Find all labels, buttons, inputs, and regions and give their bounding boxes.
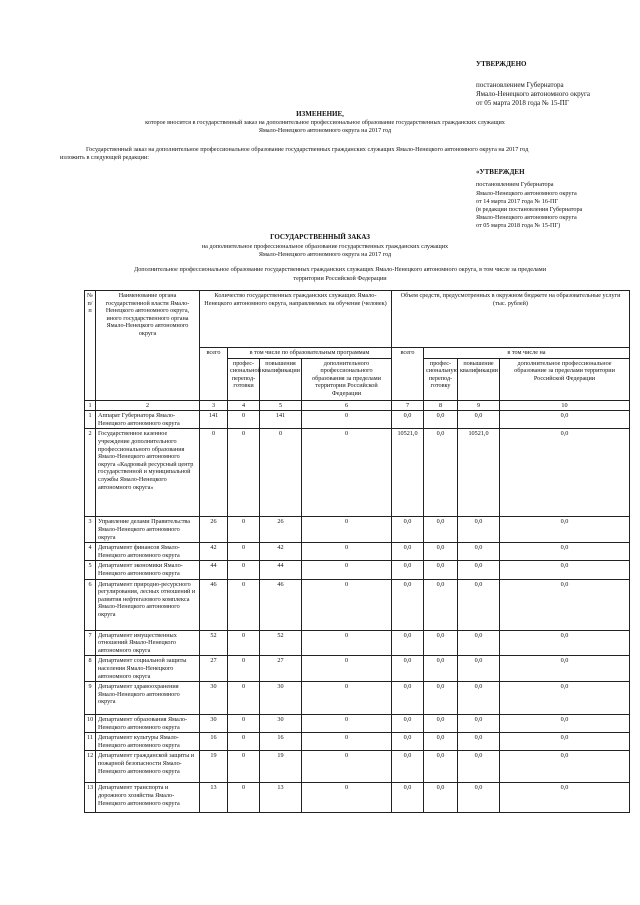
table-row — [85, 579, 630, 630]
table-cell: 0,0 — [500, 715, 630, 733]
table-cell: 0 — [260, 429, 302, 517]
intro-text: Государственный заказ на дополнительное профессиональное образование государственных гражданских служащих Ямало-Ненецкого автономного округа на 2017 год — [86, 146, 529, 153]
table-cell: 0 — [228, 517, 260, 543]
table-cell: 0,0 — [500, 429, 630, 517]
header-add: дополнительное профессиональное образование за пределами территории Российской Федерации — [500, 358, 630, 400]
order-subtitle: на дополнительное профессиональное образование государственных гражданских служащих — [201, 243, 449, 250]
header-count: Количество государственных гражданских служащих Ямало-Ненецкого автономного округа, направляемых на обучение (человек) — [200, 291, 392, 348]
row-number: 5 — [85, 561, 96, 579]
table-cell: 0 — [228, 656, 260, 682]
approval-line: постановлением Губернатора — [476, 81, 564, 89]
column-number: 1 — [85, 400, 96, 411]
table-cell: 0,0 — [424, 715, 458, 733]
column-number: 6 — [302, 400, 392, 411]
table-cell: 0 — [228, 751, 260, 783]
table-cell: 0,0 — [500, 630, 630, 656]
approval2-line: от 05 марта 2018 года № 15-ПГ) — [476, 222, 561, 229]
table-cell: 16 — [200, 733, 228, 751]
table-cell: 0,0 — [500, 543, 630, 561]
table-row — [85, 715, 630, 733]
table-cell: 0 — [302, 751, 392, 783]
header-name: Наименование органа государственной власти Ямало-Ненецкого автономного округа, иного государственного органа Ямало-Ненецкого автономного округа — [96, 291, 200, 401]
approval2-heading: «УТВЕРЖДЕН — [476, 168, 525, 176]
row-number: 9 — [85, 682, 96, 715]
table-cell: 0 — [302, 733, 392, 751]
table-cell: 0,0 — [500, 561, 630, 579]
change-subtitle: Ямало-Ненецкого автономного округа на 2017 год — [258, 127, 392, 134]
table-cell: 0,0 — [424, 517, 458, 543]
intro-text: изложить в следующей редакции: — [60, 154, 149, 161]
table-cell: 0 — [228, 715, 260, 733]
table-cell: 0 — [228, 579, 260, 630]
table-cell: 0 — [302, 543, 392, 561]
column-number: 4 — [228, 400, 260, 411]
table-cell: 0,0 — [500, 783, 630, 813]
table-cell: 0,0 — [458, 783, 500, 813]
organ-name: Государственное казенное учреждение дополнительного профессионального образования Ямало-Ненецкого автономного округа «Кадровый ресурсный центр государственной и муниципальной службы Ямало-Ненецкого автономного округа» — [96, 429, 200, 517]
table-cell: 0,0 — [392, 543, 424, 561]
table-cell: 0,0 — [424, 630, 458, 656]
column-number: 8 — [424, 400, 458, 411]
table-cell: 0 — [302, 715, 392, 733]
table-cell: 26 — [260, 517, 302, 543]
row-number: 13 — [85, 783, 96, 813]
table-cell: 0,0 — [458, 561, 500, 579]
row-number: 6 — [85, 579, 96, 630]
header-incl: в том числе на — [424, 348, 630, 359]
organ-name: Аппарат Губернатора Ямало-Ненецкого автономного округа — [96, 411, 200, 429]
header-prof: профес-сиональной перепод-готовки — [228, 358, 260, 400]
table-cell: 0 — [200, 429, 228, 517]
table-cell: 0,0 — [458, 411, 500, 429]
table-cell: 0,0 — [500, 733, 630, 751]
table-cell: 0,0 — [458, 579, 500, 630]
table-cell: 42 — [200, 543, 228, 561]
column-number: 9 — [458, 400, 500, 411]
header-prof: профес-сиональную перепод-готовку — [424, 358, 458, 400]
table-cell: 0,0 — [392, 561, 424, 579]
table-cell: 0,0 — [500, 579, 630, 630]
column-number: 10 — [500, 400, 630, 411]
table-cell: 0 — [302, 411, 392, 429]
header-funds: Объем средств, предусмотренных в окружном бюджете на образовательные услуги (тыс. рублей) — [392, 291, 630, 348]
row-number: 4 — [85, 543, 96, 561]
row-number: 12 — [85, 751, 96, 783]
table-cell: 16 — [260, 733, 302, 751]
table-cell: 19 — [260, 751, 302, 783]
table-cell: 0,0 — [424, 751, 458, 783]
table-cell: 0 — [228, 630, 260, 656]
table-cell: 30 — [260, 682, 302, 715]
organ-name: Департамент здравоохранения Ямало-Ненецкого автономного округа — [96, 682, 200, 715]
table-cell: 13 — [260, 783, 302, 813]
organ-name: Департамент образования Ямало-Ненецкого автономного округа — [96, 715, 200, 733]
row-number: 1 — [85, 411, 96, 429]
organ-name: Департамент имущественных отношений Ямало-Ненецкого автономного округа — [96, 630, 200, 656]
table-cell: 0,0 — [500, 682, 630, 715]
approval2-line: Ямало-Ненецкого автономного округа — [476, 190, 577, 197]
table-cell: 0,0 — [458, 517, 500, 543]
table-cell: 44 — [260, 561, 302, 579]
table-cell: 0,0 — [500, 517, 630, 543]
table-cell: 0 — [302, 579, 392, 630]
table-row — [85, 561, 630, 579]
table-cell: 0,0 — [424, 783, 458, 813]
table-cell: 0,0 — [424, 733, 458, 751]
table-row — [85, 783, 630, 813]
header-qual: повышения квалификации — [260, 358, 302, 400]
table-cell: 0,0 — [458, 715, 500, 733]
table-cell: 0 — [302, 517, 392, 543]
header-total: всего — [392, 348, 424, 401]
table-cell: 0,0 — [424, 543, 458, 561]
table-cell: 0,0 — [458, 751, 500, 783]
table-cell: 0 — [302, 429, 392, 517]
organ-name: Департамент финансов Ямало-Ненецкого автономного округа — [96, 543, 200, 561]
column-number: 2 — [96, 400, 200, 411]
table-cell: 0,0 — [424, 411, 458, 429]
table-cell: 0,0 — [424, 682, 458, 715]
table-cell: 0,0 — [458, 630, 500, 656]
table-cell: 10521,0 — [392, 429, 424, 517]
order-subtitle: Ямало-Ненецкого автономного округа на 2017 год — [258, 251, 392, 258]
table-cell: 0 — [228, 682, 260, 715]
table-cell: 0,0 — [458, 543, 500, 561]
column-number: 7 — [392, 400, 424, 411]
table-cell: 46 — [260, 579, 302, 630]
table-cell: 52 — [200, 630, 228, 656]
table-cell: 0 — [228, 783, 260, 813]
table-cell: 27 — [260, 656, 302, 682]
table-row — [85, 656, 630, 682]
row-number: 10 — [85, 715, 96, 733]
column-number: 5 — [260, 400, 302, 411]
organ-name: Департамент природно-ресурсного регулирования, лесных отношений и развития нефтегазового комплекса Ямало-Ненецкого автономного округа — [96, 579, 200, 630]
table-cell: 0 — [302, 630, 392, 656]
organ-name: Департамент культуры Ямало-Ненецкого автономного округа — [96, 733, 200, 751]
table-cell: 141 — [260, 411, 302, 429]
table-cell: 0,0 — [392, 579, 424, 630]
table-cell: 0,0 — [392, 517, 424, 543]
table-cell: 0 — [302, 783, 392, 813]
approval2-line: (в редакции постановления Губернатора — [476, 206, 583, 213]
approval-line: Ямало-Ненецкого автономного округа — [476, 90, 591, 98]
table-cell: 0,0 — [458, 656, 500, 682]
table-cell: 0,0 — [392, 733, 424, 751]
table-cell: 0,0 — [392, 751, 424, 783]
section-heading: территории Российской Федерации — [293, 275, 387, 282]
table-cell: 30 — [260, 715, 302, 733]
table-cell: 27 — [200, 656, 228, 682]
table-row — [85, 543, 630, 561]
table-cell: 19 — [200, 751, 228, 783]
table-cell: 0,0 — [458, 682, 500, 715]
table-cell: 0,0 — [392, 783, 424, 813]
table-cell: 0,0 — [392, 715, 424, 733]
table-cell: 0,0 — [500, 656, 630, 682]
table-cell: 10521,0 — [458, 429, 500, 517]
approval2-line: постановлением Губернатора — [476, 181, 554, 188]
row-number: 11 — [85, 733, 96, 751]
table-cell: 0 — [302, 561, 392, 579]
table-cell: 0,0 — [424, 429, 458, 517]
header-incl: в том числе по образовательным программам — [228, 348, 392, 359]
organ-name: Управление делами Правительства Ямало-Ненецкого автономного округа — [96, 517, 200, 543]
table-cell: 0 — [302, 682, 392, 715]
table-cell: 13 — [200, 783, 228, 813]
header-total: всего — [200, 348, 228, 401]
table-cell: 0,0 — [392, 411, 424, 429]
table-cell: 26 — [200, 517, 228, 543]
organ-name: Департамент экономики Ямало-Ненецкого автономного округа — [96, 561, 200, 579]
header-add: дополнительного профессионального образования за пределами территории Российской Федерации — [302, 358, 392, 400]
change-subtitle: которое вносится в государственный заказ на дополнительное профессиональное образование государственных гражданских служащих — [145, 119, 505, 126]
table-cell: 0,0 — [424, 561, 458, 579]
table-cell: 44 — [200, 561, 228, 579]
approval-heading: УТВЕРЖДЕНО — [476, 60, 527, 68]
table-cell: 0,0 — [458, 733, 500, 751]
row-number: 8 — [85, 656, 96, 682]
table-cell: 141 — [200, 411, 228, 429]
table-row — [85, 751, 630, 783]
organ-name: Департамент транспорта и дорожного хозяйства Ямало-Ненецкого автономного округа — [96, 783, 200, 813]
table-cell: 0,0 — [500, 411, 630, 429]
table-cell: 0,0 — [392, 656, 424, 682]
organ-name: Департамент гражданской защиты и пожарной безопасности Ямало-Ненецкого автономного округа — [96, 751, 200, 783]
order-title: ГОСУДАРСТВЕННЫЙ ЗАКАЗ — [270, 233, 370, 241]
table-row — [85, 630, 630, 656]
table-cell: 0 — [228, 411, 260, 429]
table-row — [85, 733, 630, 751]
table-cell: 0,0 — [392, 630, 424, 656]
order-table — [84, 290, 630, 813]
approval2-line: Ямало-Ненецкого автономного округа — [476, 214, 577, 221]
table-cell: 0,0 — [424, 656, 458, 682]
table-cell: 0,0 — [500, 751, 630, 783]
table-row — [85, 411, 630, 429]
table-cell: 0 — [228, 561, 260, 579]
table-cell: 30 — [200, 715, 228, 733]
table-cell: 30 — [200, 682, 228, 715]
table-cell: 0 — [228, 543, 260, 561]
table-cell: 46 — [200, 579, 228, 630]
column-number: 3 — [200, 400, 228, 411]
table-cell: 42 — [260, 543, 302, 561]
row-number: 3 — [85, 517, 96, 543]
table-cell: 0 — [228, 733, 260, 751]
header-num: № п/п — [85, 291, 96, 401]
header-qual: повышение квалификации — [458, 358, 500, 400]
approval-line: от 05 марта 2018 года № 15-ПГ — [476, 99, 569, 107]
table-cell: 0 — [302, 656, 392, 682]
approval2-line: от 14 марта 2017 года № 16-ПГ — [476, 198, 559, 205]
table-cell: 0 — [228, 429, 260, 517]
section-heading: Дополнительное профессиональное образование государственных гражданских служащих Ямало-Ненецкого автономного округа, в том числе за пределами — [133, 266, 547, 273]
row-number: 2 — [85, 429, 96, 517]
table-cell: 0,0 — [424, 579, 458, 630]
table-cell: 0,0 — [392, 682, 424, 715]
table-cell: 52 — [260, 630, 302, 656]
change-title: ИЗМЕНЕНИЕ, — [296, 110, 344, 118]
organ-name: Департамент социальной защиты населения Ямало-Ненецкого автономного округа — [96, 656, 200, 682]
table-row — [85, 682, 630, 715]
row-number: 7 — [85, 630, 96, 656]
table-row — [85, 517, 630, 543]
table-row — [85, 429, 630, 517]
